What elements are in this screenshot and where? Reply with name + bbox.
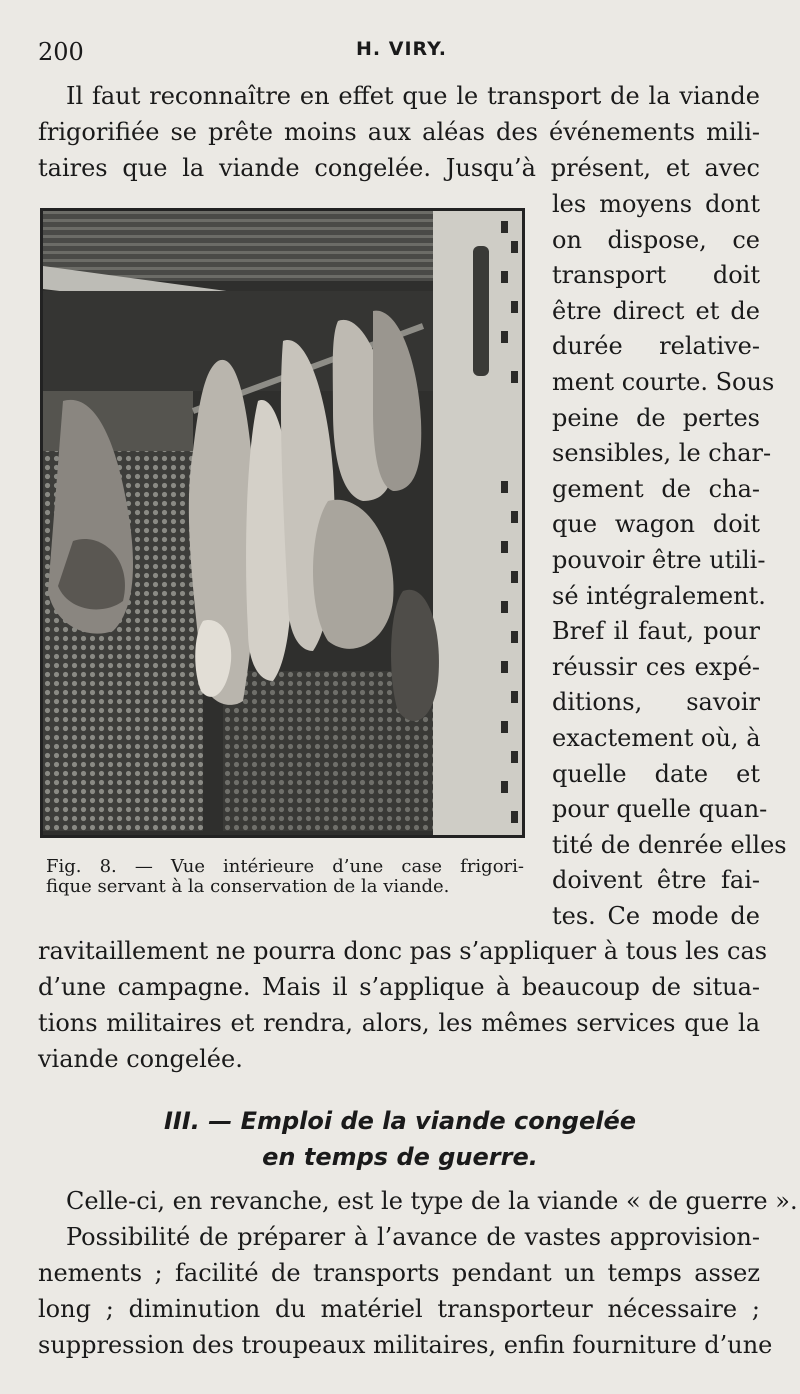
side-column-line: on dispose, ce (552, 226, 760, 254)
figure-caption-line: fique servant à la conservation de la viande. (46, 876, 450, 897)
figure-photograph (40, 208, 525, 838)
running-header-author: H. VIRY. (356, 38, 447, 60)
side-column-line: sé intégralement. (552, 582, 766, 610)
side-column-line: exactement où, à (552, 724, 761, 752)
text-line: frigorifiée se prête moins aux aléas des événements mili- (38, 118, 760, 146)
side-column-line: ditions, savoir (552, 688, 760, 716)
side-column-line: pour quelle quan- (552, 795, 768, 823)
side-column-line: que wagon doit (552, 510, 760, 538)
page-number: 200 (38, 38, 84, 66)
side-column-line: réussir ces expé- (552, 653, 760, 681)
text-line: viande congelée. (38, 1045, 243, 1073)
side-column-line: doivent être fai- (552, 866, 760, 894)
text-line: ravitaillement ne pourra donc pas s’appliquer à tous les cas (38, 937, 768, 965)
side-column-line: sensibles, le char- (552, 439, 772, 467)
side-column-line: quelle date et (552, 760, 760, 788)
cold-room-photo (43, 211, 522, 835)
side-column-line: tité de denrée elles (552, 831, 787, 859)
side-column-line: gement de cha- (552, 475, 760, 503)
text-line: taires que la viande congelée. Jusqu’à présent, et avec (38, 154, 760, 182)
text-line: tions militaires et rendra, alors, les mêmes services que la (38, 1009, 760, 1037)
side-column-line: durée relative- (552, 332, 760, 360)
side-column-line: Bref il faut, pour (552, 617, 760, 645)
side-column-line: les moyens dont (552, 190, 760, 218)
side-column-line: transport doit (552, 261, 760, 289)
figure-caption-line: Fig. 8. — Vue intérieure d’une case frigori- (46, 856, 524, 877)
text-line: Il faut reconnaître en effet que le transport de la viande (66, 82, 760, 110)
text-line: long ; diminution du matériel transporteur nécessaire ; (38, 1295, 760, 1323)
text-line: d’une campagne. Mais il s’applique à beaucoup de situa- (38, 973, 760, 1001)
text-line: suppression des troupeaux militaires, enfin fourniture d’une (38, 1331, 773, 1359)
side-column-line: ment courte. Sous (552, 368, 775, 396)
section-heading: en temps de guerre. (262, 1143, 538, 1171)
text-line: nements ; facilité de transports pendant un temps assez (38, 1259, 760, 1287)
side-column-line: pouvoir être utili- (552, 546, 766, 574)
side-column-line: peine de pertes (552, 404, 760, 432)
text-line: Celle-ci, en revanche, est le type de la viande « de guerre ». (66, 1187, 798, 1215)
side-column-line: être direct et de (552, 297, 760, 325)
section-heading: III. — Emploi de la viande congelée (163, 1107, 637, 1135)
side-column-line: tes. Ce mode de (552, 902, 760, 930)
text-line: Possibilité de préparer à l’avance de vastes approvision- (66, 1223, 760, 1251)
